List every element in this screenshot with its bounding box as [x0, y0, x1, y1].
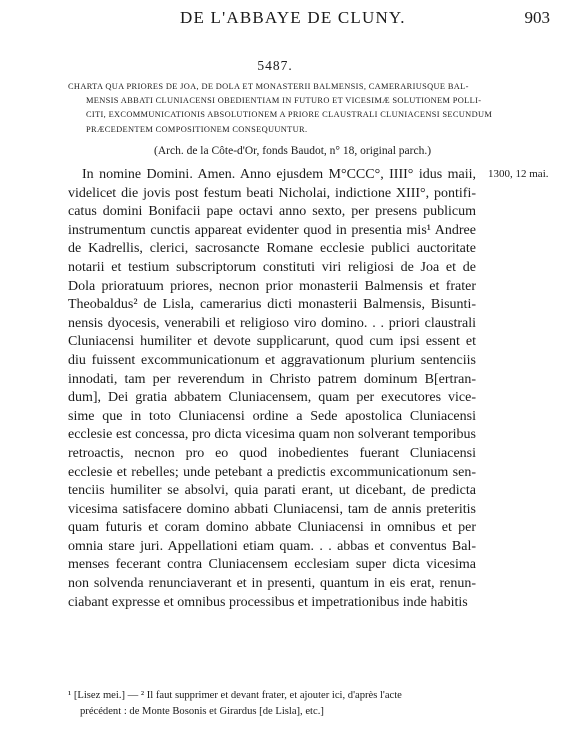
text-line: menses fecerant contra Cluniacensem ecclesiam super dicta vicesima: [68, 557, 476, 573]
text-line: dum], Dei gratia abbatem Cluniacensem, quam per executores vice-: [68, 390, 476, 406]
footnote-line: précédent : de Monte Bosonis et Girardus [de Lisla], etc.]: [80, 705, 324, 717]
text-line: tenciis humiliter se absolvi, quia parati erant, ut dicebant, de predicta: [68, 483, 476, 499]
text-line: omnia stare juri. Appellationi etiam quam. . . abbas et conventus Bal-: [68, 538, 476, 554]
text-line: instrumentum cunctis appareat evidenter quod in presentia mis¹ Andree: [68, 222, 476, 238]
text-line: Dola prioratuum priores, necnon prior monasterii Balmensis et frater: [68, 278, 476, 294]
text-line: videlicet die jovis post festum beati Nicholai, indictione XIII°, pontifi-: [68, 185, 476, 201]
text-line: ecclesie est concessa, pro dicta vicesima quam non solverant temporibus: [68, 427, 476, 443]
summary-line: MENSIS ABBATI CLUNIACENSI OBEDIENTIAM IN FUTURO ET VICESIMÆ SOLUTIONEM POLLI-: [86, 96, 482, 106]
running-title: DE L'ABBAYE DE CLUNY.: [180, 8, 406, 27]
text-line: ecclesie et rebelles; unde petebant a predictis excommunicationum sen-: [68, 464, 476, 480]
text-line: sime que in toto Cluniacensi ordine a Sede apostolica Cluniacensi: [68, 408, 476, 424]
charter-text: [68, 166, 476, 612]
text-line: Theobaldus² de Lisla, camerarius dicti monasterii Balmensis, Bisunti-: [68, 297, 476, 313]
text-line: notarii et testium subscriptorum constituti viri religiosi de Joa et de: [68, 259, 476, 275]
summary-line: CITI, EXCOMMUNICATIONIS ABSOLUTIONEM A PRIORE CLAUSTRALI CLUNIACENSI SECUNDUM: [86, 110, 493, 120]
text-line: non solvenda renunciaverant et in presenti, quantum in eis erat, renun-: [68, 576, 476, 592]
page-number: 903: [524, 8, 550, 27]
text-line: In nomine Domini. Amen. Anno ejusdem M°CCC°, IIII° idus maii,: [82, 167, 476, 182]
margin-date: 1300, 12 mai.: [488, 168, 549, 180]
text-line: ciabant expresse et omnibus processibus et impetrationibus inde habitis: [68, 594, 468, 610]
charter-summary: [68, 80, 548, 137]
text-line: diu fuissent excommunicationum et aggravationum plurium sentenciis: [68, 352, 476, 368]
text-line: quam futuris et coram domino abbate Cluniacensi in omnibus et per: [68, 520, 476, 536]
charter-number: 5487.: [257, 58, 293, 73]
text-line: vicesima satisfacere domino abbati Cluniacensi, tam de annis preteritis: [68, 501, 476, 517]
footnote-line: ¹ [Lisez mei.] — ² Il faut supprimer et devant frater, et ajouter ici, d'après l'acte: [68, 690, 402, 701]
summary-line: PRÆCEDENTEM COMPOSITIONEM CONSEQUUNTUR.: [86, 124, 308, 134]
text-line: Cluniacensi humiliter et devote supplicarunt, quod cum ipsi essent et: [68, 334, 476, 350]
text-line: catus domini Bonifacii pape octavi anno sexto, per presens publicum: [68, 204, 476, 220]
summary-line: CHARTA QUA PRIORES DE JOA, DE DOLA ET MONASTERII BALMENSIS, CAMERARIUSQUE BAL-: [68, 82, 469, 91]
archive-source: (Arch. de la Côte-d'Or, fonds Baudot, n° 18, original parch.): [154, 145, 432, 157]
text-line: retroactis, necnon pro eo quod inobedientes fuerant Cluniacensi: [68, 445, 476, 461]
text-line: de Kadrellis, clerici, sacrosancte Romane ecclesie publici auctoritate: [68, 241, 476, 257]
text-line: nensis dyocesis, venerabili et religioso viro domino. . . priori claustrali: [68, 315, 476, 331]
text-line: innodati, tam per reverendum in Christo patrem dominum B[ertran-: [68, 371, 476, 387]
footnotes: [68, 688, 488, 719]
